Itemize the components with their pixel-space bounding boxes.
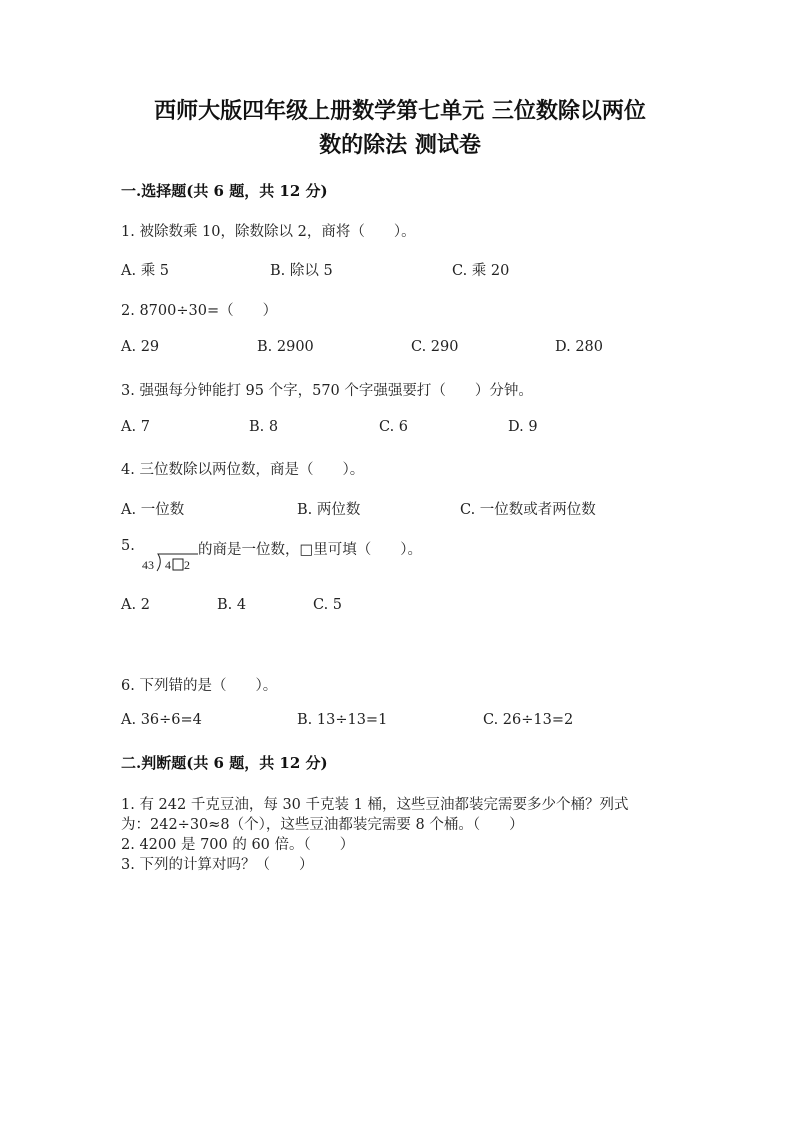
title-line-1: 西师大版四年级上册数学第七单元 三位数除以两位 <box>154 98 646 124</box>
judge-2: 2. 4200 是 700 的 60 倍。（ ） <box>121 837 355 853</box>
dividend-first-digit: 4 <box>165 558 171 572</box>
question-6: 6. 下列错的是（ ）。 <box>121 678 278 694</box>
q2-option-c: C. 290 <box>411 339 459 355</box>
question-3: 3. 强强每分钟能打 95 个字，570 个字强强要打（ ）分钟。 <box>121 383 533 399</box>
q2-option-a: A. 29 <box>121 339 160 355</box>
q3-option-a: A. 7 <box>121 419 150 435</box>
question-5-number: 5. <box>121 538 135 554</box>
q6-option-b: B. 13÷13=1 <box>297 712 388 728</box>
q1-option-c: C. 乘 20 <box>452 263 510 279</box>
judge-1-line-2: 为：242÷30≈8（个），这些豆油都装完需要 8 个桶。（ ） <box>121 817 524 833</box>
section-choice-heading: 一.选择题(共 6 题，共 12 分) <box>121 182 328 200</box>
question-2: 2. 8700÷30=（ ） <box>121 303 278 319</box>
q4-option-b: B. 两位数 <box>297 502 361 518</box>
question-4: 4. 三位数除以两位数，商是（ ）。 <box>121 462 365 478</box>
q3-option-c: C. 6 <box>379 419 409 435</box>
division-bracket <box>157 554 198 571</box>
q5-option-b: B. 4 <box>217 597 247 613</box>
question-5: 的商是一位数，□里可填（ ）。 <box>198 542 422 558</box>
dividend-last-digit: 2 <box>184 558 190 572</box>
title-line-2: 数的除法 测试卷 <box>319 132 481 158</box>
q1-option-a: A. 乘 5 <box>121 263 170 279</box>
blank-box <box>173 559 183 570</box>
q5-option-a: A. 2 <box>121 597 150 613</box>
judge-1-line-1: 1. 有 242 千克豆油，每 30 千克装 1 桶，这些豆油都装完需要多少个桶？列式 <box>121 797 629 813</box>
judge-3: 3. 下列的计算对吗？（ ） <box>121 857 314 873</box>
divisor-text: 43 <box>142 558 154 572</box>
long-division-figure <box>140 549 198 575</box>
question-1: 1. 被除数乘 10，除数除以 2，商将（ ）。 <box>121 224 416 240</box>
q3-option-b: B. 8 <box>249 419 279 435</box>
q6-option-a: A. 36÷6=4 <box>121 712 202 728</box>
q4-option-c: C. 一位数或者两位数 <box>460 502 596 518</box>
q2-option-b: B. 2900 <box>257 339 314 355</box>
q1-option-b: B. 除以 5 <box>270 263 333 279</box>
q2-option-d: D. 280 <box>555 339 604 355</box>
q4-option-a: A. 一位数 <box>121 502 185 518</box>
q6-option-c: C. 26÷13=2 <box>483 712 574 728</box>
q5-option-c: C. 5 <box>313 597 343 613</box>
section-judge-heading: 二.判断题(共 6 题，共 12 分) <box>121 754 328 772</box>
q3-option-d: D. 9 <box>508 419 538 435</box>
